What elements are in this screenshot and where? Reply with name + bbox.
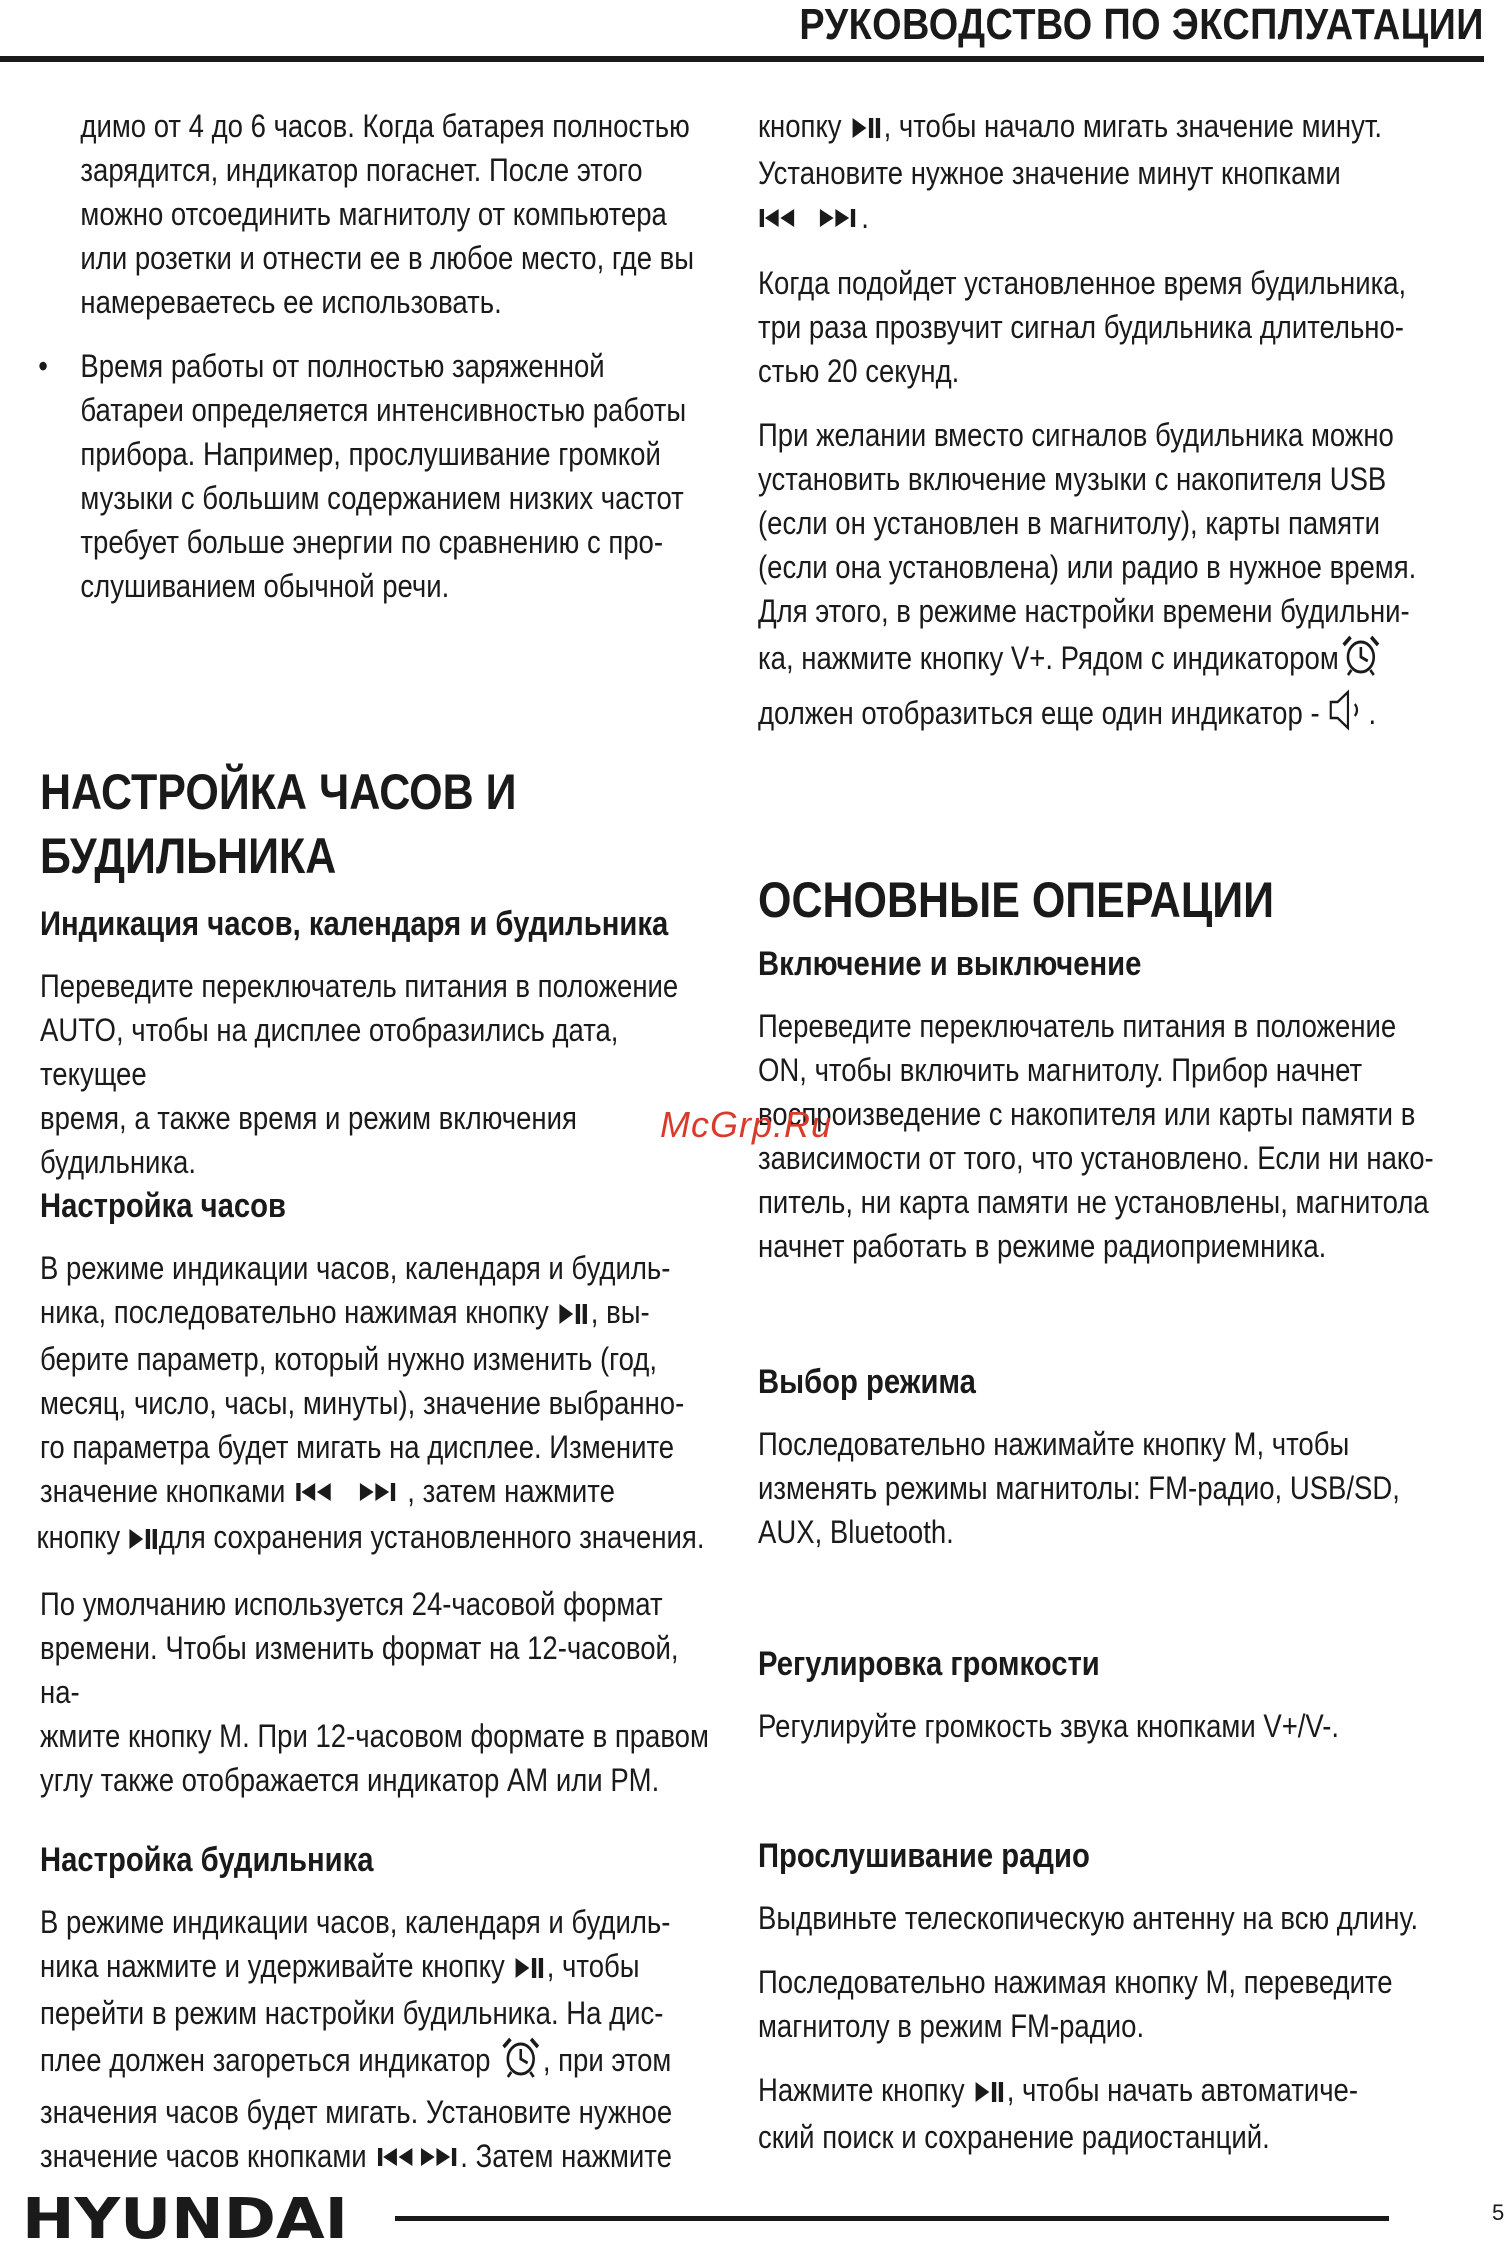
text-line: ский поиск и сохранение радиостанций. bbox=[758, 2118, 1270, 2155]
speaker-icon bbox=[1327, 688, 1368, 743]
subsection-heading: Индикация часов, календаря и будильника bbox=[40, 905, 669, 943]
mode-section bbox=[758, 1360, 1437, 1554]
brand-text: HYUNDAI bbox=[22, 2194, 348, 2244]
text-line: прибора. Например, прослушивание громкой bbox=[80, 436, 661, 472]
brand-logo-svg bbox=[22, 2194, 352, 2244]
text-line: месяц, число, часы, минуты), значение выбранно- bbox=[40, 1384, 685, 1421]
text-line: значения часов будет мигать. Установите нужное bbox=[40, 2093, 673, 2130]
header-title: РУКОВОДСТВО ПО ЭКСПЛУАТАЦИИ bbox=[799, 0, 1484, 49]
text-line: В режиме индикации часов, календаря и будиль- bbox=[40, 1904, 671, 1940]
next-icon bbox=[816, 197, 861, 241]
text-line: Выдвиньте телескопическую антенну на всю длину. bbox=[758, 1900, 1419, 1936]
right-top-block bbox=[758, 104, 1437, 743]
text-line: плее должен загореться индикатор , при этом bbox=[40, 2035, 719, 2090]
text-line: намереваетесь ее использовать. bbox=[80, 284, 502, 320]
text-line: перейти в режим настройки будильника. На дис- bbox=[40, 1994, 664, 2031]
text-line: По умолчанию используется 24-часовой формат bbox=[40, 1585, 663, 1622]
text-line: димо от 4 до 6 часов. Когда батарея полностью bbox=[80, 108, 690, 144]
text-line: Переведите переключатель питания в положение bbox=[40, 968, 679, 1004]
text-line: Для этого, в режиме настройки времени будильни- bbox=[758, 593, 1410, 630]
text-line: (если он установлен в магнитолу), карты памяти bbox=[758, 505, 1381, 542]
play-pause-icon bbox=[972, 2071, 1006, 2115]
next-icon bbox=[355, 1471, 400, 1515]
text-line: ника нажмите и удерживайте кнопку , чтобы bbox=[40, 1944, 719, 1991]
text-line: требует больше энергии по сравнению с про- bbox=[80, 524, 664, 560]
text-line: Последовательно нажимая кнопку М, переведите bbox=[758, 1964, 1393, 2000]
text-line: стью 20 секунд. bbox=[758, 353, 960, 390]
text-line: . bbox=[758, 195, 1437, 242]
text-line: (если она установлена) или радио в нужное время. bbox=[758, 549, 1417, 586]
subsection-heading: Прослушивание радио bbox=[758, 1837, 1090, 1875]
alarm-setting bbox=[40, 1838, 719, 2180]
text-line: питель, ни карта памяти не установлены, магнитола bbox=[758, 1184, 1429, 1220]
section-title: НАСТРОЙКА ЧАСОВ И bbox=[40, 764, 517, 820]
text-line: зависимости от того, что установлено. Если ни нако- bbox=[758, 1140, 1434, 1176]
text-line: зарядится, индикатор погаснет. После этого bbox=[80, 152, 643, 188]
subsection-heading: Настройка часов bbox=[40, 1187, 287, 1225]
alarm-clock-icon bbox=[1339, 633, 1384, 688]
subsection-heading: Настройка будильника bbox=[40, 1841, 374, 1879]
play-pause-icon bbox=[512, 1947, 546, 1991]
text-line: В режиме индикации часов, календаря и будиль- bbox=[40, 1250, 671, 1286]
text-line: Установите нужное значение минут кнопками bbox=[758, 154, 1341, 191]
text-line: кнопку , чтобы начало мигать значение минут. bbox=[758, 104, 1437, 151]
alarm-clock-icon bbox=[498, 2035, 543, 2090]
text-line: время, а также время и режим включения будильника. bbox=[40, 1100, 577, 1180]
hyundai-logo bbox=[22, 2194, 352, 2249]
text-line: три раза прозвучит сигнал будильника длительно- bbox=[758, 309, 1404, 346]
text-line: Время работы от полностью заряженной bbox=[80, 348, 605, 384]
text-line: времени. Чтобы изменить формат на 12-часовой, на- bbox=[40, 1629, 679, 1710]
subsection-heading: Выбор режима bbox=[758, 1363, 976, 1401]
next-icon bbox=[417, 2136, 460, 2180]
text-line: Переведите переключатель питания в положение bbox=[758, 1008, 1397, 1044]
section-title: ОСНОВНЫЕ ОПЕРАЦИИ bbox=[758, 872, 1275, 928]
clock-section bbox=[40, 760, 719, 1184]
header-divider bbox=[0, 56, 1484, 62]
text-line: жмите кнопку М. При 12-часовом формате в правом bbox=[40, 1717, 709, 1754]
text-line: начнет работать в режиме радиоприемника. bbox=[758, 1228, 1327, 1264]
watermark: McGrp.Ru bbox=[660, 1104, 833, 1145]
text-line: ON, чтобы включить магнитолу. Прибор начнет bbox=[758, 1052, 1363, 1088]
text-line: значение часов кнопками . Затем нажмите bbox=[40, 2134, 719, 2181]
text-line: Последовательно нажимайте кнопку М, чтобы bbox=[758, 1426, 1350, 1462]
text-line: го параметра будет мигать на дисплее. Измените bbox=[40, 1428, 675, 1465]
previous-icon bbox=[758, 197, 803, 241]
left-top-block bbox=[40, 104, 719, 608]
text-line: установить включение музыки с накопителя USB bbox=[758, 461, 1387, 498]
subsection-heading: Включение и выключение bbox=[758, 945, 1142, 983]
text-line: AUTO, чтобы на дисплее отобразились дата, текущее bbox=[40, 1012, 619, 1092]
text-line: можно отсоединить магнитолу от компьютера bbox=[80, 196, 667, 232]
section-title: БУДИЛЬНИКА bbox=[40, 828, 337, 884]
text-line: берите параметр, который нужно изменить (год, bbox=[40, 1340, 657, 1377]
clock-setting bbox=[36, 1184, 719, 1802]
text-line: или розетки и отнести ее в любое место, где вы bbox=[80, 240, 695, 276]
text-line: ника, последовательно нажимая кнопку , вы- bbox=[40, 1290, 719, 1337]
text-line: изменять режимы магнитолы: FM-радио, USB/SD, bbox=[758, 1470, 1400, 1506]
text-line: кнопку для сохранения установленного значения. bbox=[37, 1515, 720, 1562]
bullet: • bbox=[38, 348, 48, 384]
play-pause-icon bbox=[556, 1293, 590, 1337]
text-line: музыки с большим содержанием низких частот bbox=[80, 480, 684, 516]
text-line: магнитолу в режим FM-радио. bbox=[758, 2008, 1145, 2044]
play-pause-icon bbox=[128, 1518, 159, 1562]
previous-icon bbox=[374, 2136, 417, 2180]
volume-section bbox=[758, 1642, 1437, 1748]
operations-section bbox=[758, 868, 1437, 1268]
text-line: AUX, Bluetooth. bbox=[758, 1514, 954, 1550]
text-line: Нажмите кнопку , чтобы начать автоматиче- bbox=[758, 2068, 1437, 2115]
text-line: должен отобразиться еще один индикатор - . bbox=[758, 688, 1437, 743]
radio-section bbox=[758, 1834, 1437, 2159]
text-line: батареи определяется интенсивностью работы bbox=[80, 392, 687, 428]
text-line: Регулируйте громкость звука кнопками V+/V-. bbox=[758, 1708, 1340, 1744]
text-line: значение кнопками , затем нажмите bbox=[40, 1469, 719, 1516]
page-number: 5 bbox=[1492, 2200, 1505, 2225]
subsection-heading: Регулировка громкости bbox=[758, 1645, 1100, 1683]
text-line: Когда подойдет установленное время будильника, bbox=[758, 265, 1407, 302]
text-line: При желании вместо сигналов будильника можно bbox=[758, 417, 1394, 454]
text-line: углу также отображается индикатор AM или PM. bbox=[40, 1761, 660, 1798]
play-pause-icon bbox=[849, 107, 883, 151]
previous-icon bbox=[293, 1471, 338, 1515]
text-line: воспроизведение с накопителя или карты памяти в bbox=[758, 1096, 1416, 1132]
footer-divider bbox=[395, 2216, 1389, 2221]
text-line: ка, нажмите кнопку V+. Рядом с индикатором bbox=[758, 633, 1437, 688]
text-line: слушиванием обычной речи. bbox=[80, 568, 450, 604]
